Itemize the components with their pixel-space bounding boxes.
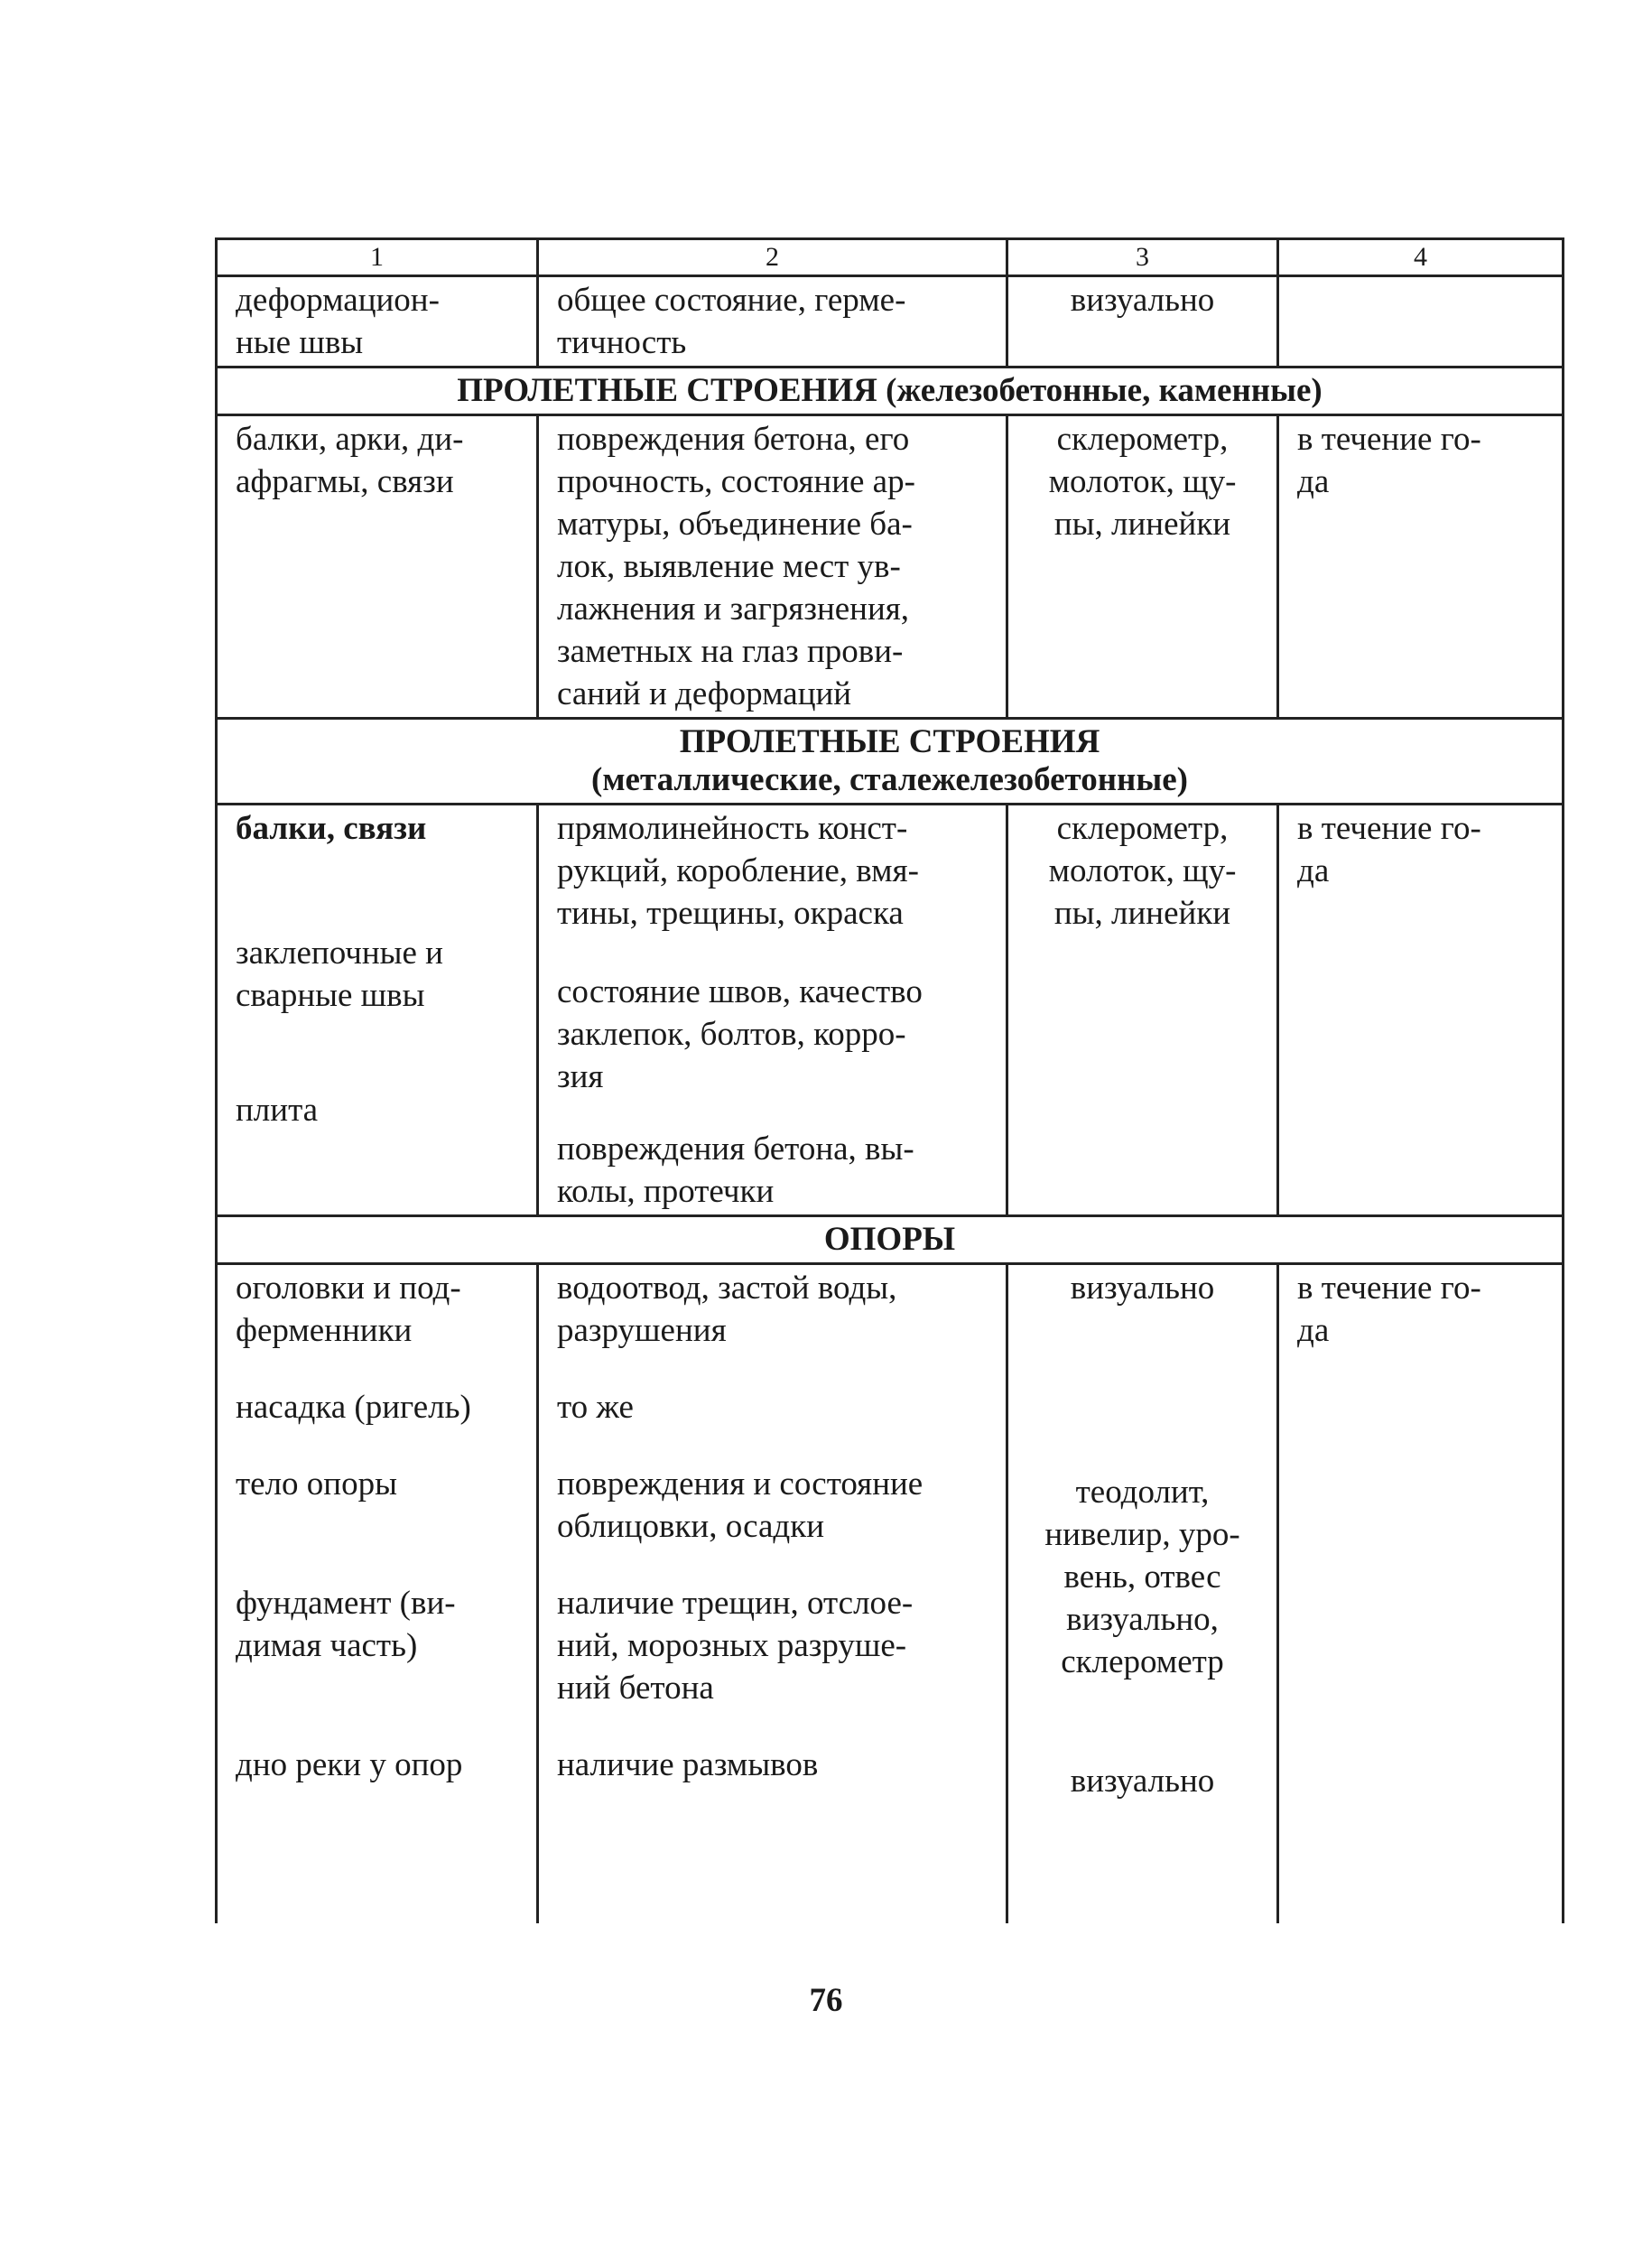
section-header-row bbox=[217, 719, 1564, 805]
period-cell: в течение го- да bbox=[1278, 805, 1564, 1216]
table-row bbox=[217, 805, 1564, 1216]
table-row bbox=[217, 1264, 1564, 1924]
section-title bbox=[217, 719, 1564, 805]
element-cell: балки, арки, ди- афрагмы, связи bbox=[217, 415, 538, 719]
parameter-cell: повреждения бетона, его прочность, состояние ар- матуры, объединение ба- лок, выявление мест ув- лажнения и загрязнения, заметных на глаз прови- саний и деформаций bbox=[538, 415, 1007, 719]
page-number: 76 bbox=[809, 1982, 843, 2019]
period-cell: в течение го- да bbox=[1278, 415, 1564, 719]
method-cell: склерометр, молоток, щу- пы, линейки bbox=[1007, 805, 1278, 1216]
section-title: ОПОРЫ bbox=[217, 1216, 1564, 1264]
element-cell: балки, связи заклепочные и сварные швы плита bbox=[217, 805, 538, 1216]
column-number: 3 bbox=[1007, 239, 1278, 276]
table-row bbox=[217, 276, 1564, 368]
section-subtitle-line: (металлические, сталежелезобетонные) bbox=[591, 761, 1188, 798]
parameter-cell: прямолинейность конст- рукций, коробление, вмя- тины, трещины, окраска состояние швов, качество заклепок, болтов, корро- зия повреждения бетона, вы- колы, протечки bbox=[538, 805, 1007, 1216]
column-number: 1 bbox=[217, 239, 538, 276]
element-cell: оголовки и под- ферменники насадка (ригель) тело опоры фундамент (ви- димая часть) дно реки у опор bbox=[217, 1264, 538, 1924]
method-cell: склерометр, молоток, щу- пы, линейки bbox=[1007, 415, 1278, 719]
period-cell bbox=[1278, 276, 1564, 368]
table-row bbox=[217, 415, 1564, 719]
column-number: 2 bbox=[538, 239, 1007, 276]
element-cell: деформацион- ные швы bbox=[217, 276, 538, 368]
section-title: ПРОЛЕТНЫЕ СТРОЕНИЯ (железобетонные, каменные) bbox=[217, 368, 1564, 415]
parameter-cell: водоотвод, застой воды, разрушения то же повреждения и состояние облицовки, осадки наличие трещин, отслое- ний, морозных разруше- ний бетона наличие размывов bbox=[538, 1264, 1007, 1924]
column-number-row bbox=[217, 239, 1564, 276]
column-number: 4 bbox=[1278, 239, 1564, 276]
inspection-table bbox=[215, 237, 1564, 1923]
section-header-row bbox=[217, 1216, 1564, 1264]
method-cell: визуально bbox=[1007, 276, 1278, 368]
method-cell: визуально теодолит, нивелир, уро- вень, отвес визуально, склерометр визуально bbox=[1007, 1264, 1278, 1924]
period-cell: в течение го- да bbox=[1278, 1264, 1564, 1924]
parameter-cell: общее состояние, герме- тичность bbox=[538, 276, 1007, 368]
section-title-line: ПРОЛЕТНЫЕ СТРОЕНИЯ bbox=[679, 723, 1100, 760]
section-header-row bbox=[217, 368, 1564, 415]
